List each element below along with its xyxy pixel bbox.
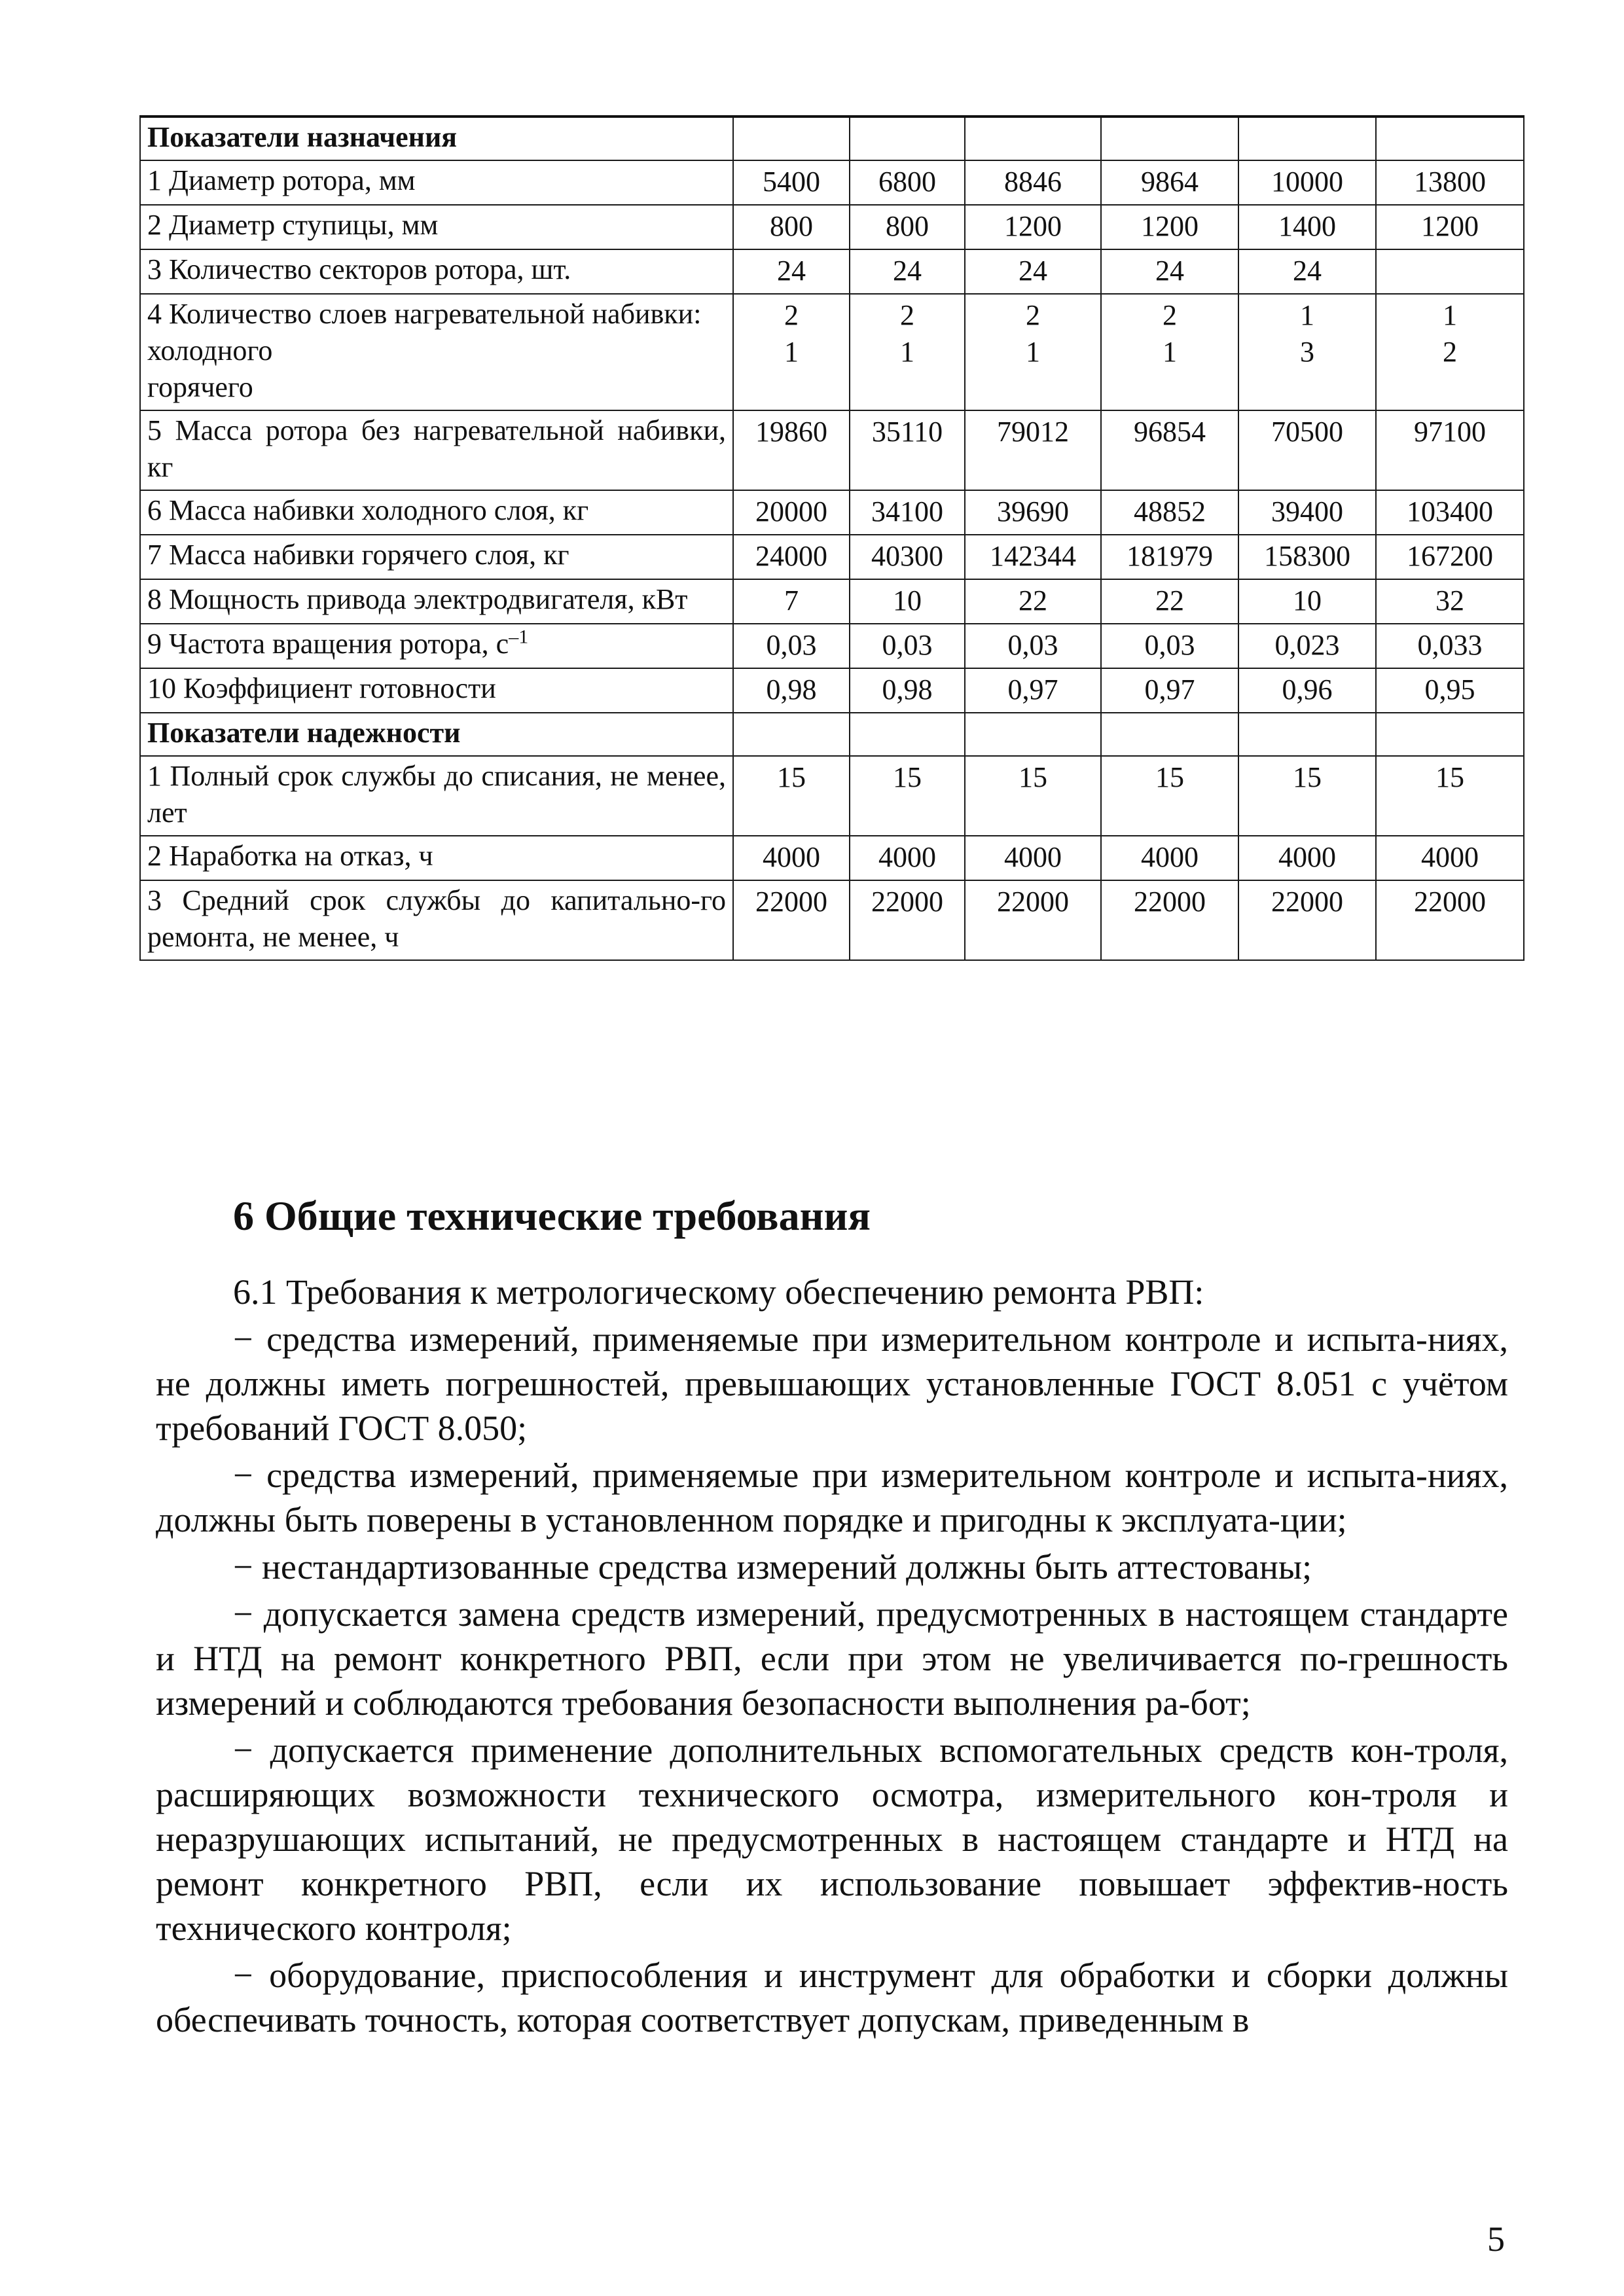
value-cell: 9864 xyxy=(1101,160,1238,205)
value-cell: 800 xyxy=(733,205,850,249)
value-hot: 3 xyxy=(1300,336,1314,368)
value-cell: 48852 xyxy=(1101,490,1238,535)
empty-cell xyxy=(733,117,850,160)
page-number: 5 xyxy=(1487,2219,1505,2259)
section-header-row xyxy=(140,117,1524,160)
value-cell: 24 xyxy=(1101,249,1238,294)
table-row xyxy=(140,249,1524,294)
specifications-table xyxy=(139,115,1525,961)
empty-cell xyxy=(1101,117,1238,160)
value-cell: 0,03 xyxy=(1101,624,1238,668)
value-cell: 0,97 xyxy=(965,668,1101,713)
value-cell: 0,03 xyxy=(850,624,965,668)
table-row xyxy=(140,624,1524,668)
value-cold: 2 xyxy=(1163,299,1177,331)
value-cell xyxy=(1376,249,1524,294)
row-label xyxy=(140,410,733,490)
empty-cell xyxy=(965,117,1101,160)
value-cell xyxy=(733,294,850,410)
value-cold: 1 xyxy=(1443,299,1457,331)
value-cell: 1200 xyxy=(965,205,1101,249)
row-label-text: 3 Средний срок службы до капитально-го ремонта, не менее, ч xyxy=(147,884,726,953)
value-cell: 7 xyxy=(733,579,850,624)
value-cell: 0,033 xyxy=(1376,624,1524,668)
value-cell: 167200 xyxy=(1376,535,1524,579)
section-header-row xyxy=(140,713,1524,756)
table-row xyxy=(140,490,1524,535)
value-cell: 4000 xyxy=(965,836,1101,880)
value-cell: 15 xyxy=(1101,756,1238,836)
value-cell: 35110 xyxy=(850,410,965,490)
value-cell: 79012 xyxy=(965,410,1101,490)
empty-cell xyxy=(1101,713,1238,756)
value-hot: 1 xyxy=(900,336,914,368)
row-label xyxy=(140,624,733,668)
value-cell: 97100 xyxy=(1376,410,1524,490)
value-hot: 1 xyxy=(1163,336,1177,368)
value-cell: 22000 xyxy=(733,880,850,960)
row-label xyxy=(140,579,733,624)
value-cell: 15 xyxy=(965,756,1101,836)
section-title: Показатели назначения xyxy=(140,117,733,160)
paragraph: − допускается замена средств измерений, предусмотренных в настоящем стандарте и НТД на ремонт конкретного РВП, если при этом не увеличивается по-грешность измерений и соблюдаются требования безопасности выполнения ра-бот; xyxy=(156,1594,1508,1723)
value-cell: 15 xyxy=(733,756,850,836)
paragraph: − нестандартизованные средства измерений должны быть аттестованы; xyxy=(233,1547,1312,1587)
table-row xyxy=(140,160,1524,205)
value-cell: 24 xyxy=(965,249,1101,294)
value-cold: 2 xyxy=(900,299,914,331)
value-cell: 4000 xyxy=(1101,836,1238,880)
value-hot: 2 xyxy=(1443,336,1457,368)
value-cell: 4000 xyxy=(733,836,850,880)
empty-cell xyxy=(1238,117,1376,160)
table-row xyxy=(140,579,1524,624)
row-label-text: 2 Наработка на отказ, ч xyxy=(147,840,433,872)
value-cold: 2 xyxy=(784,299,799,331)
row-label-text: 7 Масса набивки горячего слоя, кг xyxy=(147,539,569,571)
empty-cell xyxy=(1376,117,1524,160)
row-sublabel: холодного xyxy=(147,334,273,367)
value-cell: 142344 xyxy=(965,535,1101,579)
table-row xyxy=(140,410,1524,490)
paragraph: − средства измерений, применяемые при измерительном контроле и испыта-ниях, не должны иметь погрешностей, превышающих установленные ГОСТ 8.051 с учётом требований ГОСТ 8.050; xyxy=(156,1319,1508,1448)
row-label xyxy=(140,836,733,880)
table-row xyxy=(140,294,1524,410)
row-label xyxy=(140,668,733,713)
value-cell: 15 xyxy=(1376,756,1524,836)
value-cell: 8846 xyxy=(965,160,1101,205)
value-cell: 0,96 xyxy=(1238,668,1376,713)
value-cell: 20000 xyxy=(733,490,850,535)
value-cell: 24 xyxy=(733,249,850,294)
section-body xyxy=(156,1270,1508,2045)
row-label-text: 2 Диаметр ступицы, мм xyxy=(147,209,439,241)
value-cell xyxy=(965,294,1101,410)
row-label-text: 8 Мощность привода электродвигателя, кВт xyxy=(147,583,688,615)
value-cell: 39400 xyxy=(1238,490,1376,535)
value-cell: 1200 xyxy=(1376,205,1524,249)
value-cell xyxy=(850,294,965,410)
row-label-superscript: –1 xyxy=(509,626,529,648)
empty-cell xyxy=(850,713,965,756)
value-cell: 32 xyxy=(1376,579,1524,624)
value-cell: 70500 xyxy=(1238,410,1376,490)
value-cell: 96854 xyxy=(1101,410,1238,490)
value-cell: 5400 xyxy=(733,160,850,205)
table-row xyxy=(140,535,1524,579)
value-cell: 22000 xyxy=(1238,880,1376,960)
value-cell: 0,95 xyxy=(1376,668,1524,713)
row-label xyxy=(140,535,733,579)
value-cold: 1 xyxy=(1300,299,1314,331)
section-heading: 6 Общие технические требования xyxy=(233,1193,871,1239)
row-label xyxy=(140,205,733,249)
value-cell xyxy=(1238,294,1376,410)
value-cell: 1400 xyxy=(1238,205,1376,249)
value-cell: 10 xyxy=(1238,579,1376,624)
empty-cell xyxy=(1238,713,1376,756)
row-label xyxy=(140,756,733,836)
value-cell: 24000 xyxy=(733,535,850,579)
value-cell: 10 xyxy=(850,579,965,624)
value-cell: 13800 xyxy=(1376,160,1524,205)
value-cell: 10000 xyxy=(1238,160,1376,205)
value-cell: 6800 xyxy=(850,160,965,205)
value-cell: 40300 xyxy=(850,535,965,579)
paragraph: 6.1 Требования к метрологическому обеспечению ремонта РВП: xyxy=(233,1272,1204,1312)
value-cell: 0,98 xyxy=(733,668,850,713)
value-hot: 1 xyxy=(1026,336,1040,368)
row-label-text: 5 Масса ротора без нагревательной набивки, кг xyxy=(147,414,726,483)
value-cell: 158300 xyxy=(1238,535,1376,579)
value-cell: 0,023 xyxy=(1238,624,1376,668)
value-cell: 24 xyxy=(1238,249,1376,294)
value-cell: 19860 xyxy=(733,410,850,490)
row-label-text: 6 Масса набивки холодного слоя, кг xyxy=(147,494,589,526)
value-cell: 0,98 xyxy=(850,668,965,713)
row-label-text: 3 Количество секторов ротора, шт. xyxy=(147,253,571,285)
row-label-text: 10 Коэффициент готовности xyxy=(147,672,496,704)
value-cell: 4000 xyxy=(850,836,965,880)
value-cell: 0,03 xyxy=(965,624,1101,668)
value-cell xyxy=(1376,294,1524,410)
paragraph: − допускается применение дополнительных вспомогательных средств кон-троля, расширяющих возможности технического осмотра, измерительного кон-троля и неразрушающих испытаний, не предусмотренных в настоящем стандарте и НТД на ремонт конкретного РВП, если их использование повышает эффектив-ность технического контроля; xyxy=(156,1731,1508,1948)
value-cell: 103400 xyxy=(1376,490,1524,535)
value-cell: 1200 xyxy=(1101,205,1238,249)
paragraph: − средства измерений, применяемые при измерительном контроле и испыта-ниях, должны быть поверены в установленном порядке и пригодны к эксплуата-ции; xyxy=(156,1456,1508,1539)
empty-cell xyxy=(850,117,965,160)
empty-cell xyxy=(965,713,1101,756)
row-label-text: 9 Частота вращения ротора, с xyxy=(147,628,509,660)
row-label-text: 4 Количество слоев нагревательной набивки: xyxy=(147,298,702,330)
value-cell: 34100 xyxy=(850,490,965,535)
value-cell: 24 xyxy=(850,249,965,294)
empty-cell xyxy=(1376,713,1524,756)
value-cell: 15 xyxy=(1238,756,1376,836)
table-row xyxy=(140,205,1524,249)
value-hot: 1 xyxy=(784,336,799,368)
row-label-text: 1 Диаметр ротора, мм xyxy=(147,164,416,196)
value-cell: 39690 xyxy=(965,490,1101,535)
row-label xyxy=(140,294,733,410)
table-row xyxy=(140,756,1524,836)
section-title: Показатели надежности xyxy=(140,713,733,756)
table-row xyxy=(140,836,1524,880)
value-cell: 22 xyxy=(965,579,1101,624)
value-cell: 15 xyxy=(850,756,965,836)
value-cold: 2 xyxy=(1026,299,1040,331)
value-cell: 22000 xyxy=(1376,880,1524,960)
value-cell: 22 xyxy=(1101,579,1238,624)
value-cell: 22000 xyxy=(1101,880,1238,960)
row-label xyxy=(140,880,733,960)
row-label xyxy=(140,160,733,205)
value-cell: 22000 xyxy=(965,880,1101,960)
paragraph: − оборудование, приспособления и инструмент для обработки и сборки должны обеспечивать точность, которая соответствует допускам, приведенным в xyxy=(156,1956,1508,2039)
row-label-text: 1 Полный срок службы до списания, не менее, лет xyxy=(147,760,726,829)
value-cell: 22000 xyxy=(850,880,965,960)
value-cell: 0,97 xyxy=(1101,668,1238,713)
value-cell: 4000 xyxy=(1238,836,1376,880)
row-label xyxy=(140,249,733,294)
value-cell: 800 xyxy=(850,205,965,249)
row-sublabel: горячего xyxy=(147,371,253,403)
value-cell xyxy=(1101,294,1238,410)
row-label xyxy=(140,490,733,535)
empty-cell xyxy=(733,713,850,756)
value-cell: 4000 xyxy=(1376,836,1524,880)
value-cell: 0,03 xyxy=(733,624,850,668)
table-row xyxy=(140,880,1524,960)
value-cell: 181979 xyxy=(1101,535,1238,579)
table-row xyxy=(140,668,1524,713)
